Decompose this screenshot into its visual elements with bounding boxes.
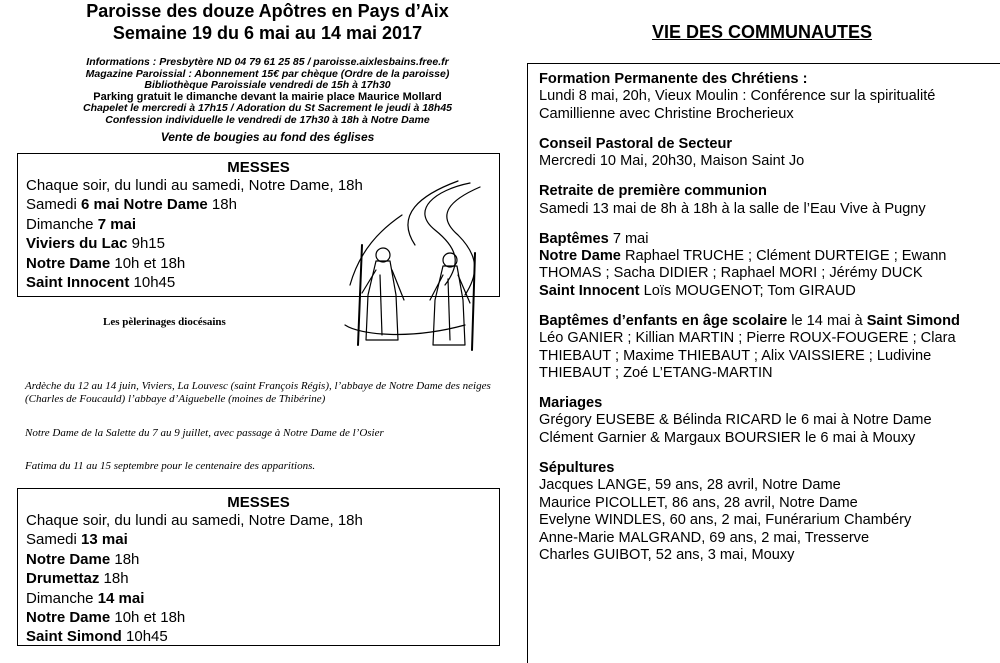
bold-segment: Saint Innocent: [539, 282, 640, 299]
bold-segment: Saint Simond: [866, 312, 960, 329]
text-segment: 9h15: [127, 235, 165, 253]
section-line: [539, 512, 994, 529]
bold-segment: Saint Simond: [26, 628, 122, 646]
text-segment: Léo GANIER ; Killian MARTIN ; Pierre ROUX-FOUGERE ; Clara: [539, 330, 956, 347]
section-line: [539, 365, 994, 382]
section-line: [539, 477, 994, 494]
info-parking: Parking gratuit le dimanche devant la mairie place Maurice Mollard: [93, 90, 442, 103]
text-segment: Charles GUIBOT, 52 ans, 3 mai, Mouxy: [539, 546, 795, 563]
section-line: [539, 430, 994, 447]
section-line: [539, 530, 994, 547]
section-line: [539, 348, 994, 365]
bold-segment: Notre Dame: [539, 248, 621, 265]
text-segment: 10h et 18h: [110, 254, 186, 272]
section-heading: [539, 136, 994, 153]
text-segment: Raphael TRUCHE ; Clément DURTEIGE ; Ewann: [620, 248, 947, 265]
section-baptemes: [539, 231, 994, 301]
path-line: [408, 181, 458, 245]
section-line: [539, 330, 994, 347]
section-line: [539, 201, 994, 218]
section-baptemes-enfants: [539, 313, 994, 383]
section-line: [539, 283, 994, 300]
text-segment: THIEBAUT ; Zoé L’ETANG-MARTIN: [539, 365, 773, 382]
messes-box-week2: [17, 488, 500, 646]
robe-fold: [448, 279, 450, 340]
section-conseil: [539, 136, 994, 171]
section-line: [539, 547, 994, 564]
pelerinage-fatima: Fatima du 11 au 15 septembre pour le centenaire des apparitions.: [25, 460, 316, 472]
info-bibliotheque: Bibliothèque Paroissiale vendredi de 15h à 17h30: [144, 79, 391, 91]
text-segment: Chaque soir, du lundi au samedi, Notre Dame, 18h: [26, 177, 363, 194]
text-segment: Dimanche: [26, 589, 98, 607]
text-segment: Chaque soir, du lundi au samedi, Notre Dame, 18h: [26, 512, 363, 529]
pilgrim-head: [376, 248, 390, 262]
text-segment: Lundi 8 mai, 20h, Vieux Moulin : Conférence sur la spiritualité: [539, 88, 936, 105]
pelerinages-title: Les pèlerinages diocésains: [103, 316, 226, 328]
communautes-title: VIE DES COMMUNAUTES: [652, 22, 873, 42]
text-segment: Maurice PICOLLET, 86 ans, 28 avril, Notre Dame: [539, 494, 858, 511]
section-formation: [539, 71, 994, 123]
text-segment: 7 mai: [608, 230, 649, 247]
bold-segment: Mariages: [539, 395, 603, 412]
parish-title: Paroisse des douze Apôtres en Pays d’Aix: [86, 1, 449, 21]
section-line: [539, 265, 994, 282]
bold-segment: 13 mai: [81, 531, 128, 549]
messe-line: [18, 569, 499, 588]
messe-line: [18, 530, 499, 549]
section-heading: [539, 231, 994, 248]
messe-line: [18, 511, 499, 530]
text-segment: Camillienne avec Christine Brocherieux: [539, 105, 794, 122]
bold-segment: Drumettaz: [26, 570, 100, 588]
messe-line: [18, 608, 499, 627]
communautes-content: [539, 71, 994, 577]
pilgrim-arm: [430, 275, 443, 300]
text-segment: 10h et 18h: [110, 609, 186, 627]
section-retraite: [539, 183, 994, 218]
bold-segment: Conseil Pastoral de Secteur: [539, 135, 733, 152]
bold-segment: Sépultures: [539, 459, 615, 476]
text-segment: Mercredi 10 Mai, 20h30, Maison Saint Jo: [539, 153, 805, 170]
messes-title: MESSES: [227, 159, 290, 176]
text-segment: 10h45: [121, 628, 168, 646]
text-segment: Samedi 13 mai de 8h à 18h à la salle de l’Eau Vive à Pugny: [539, 200, 926, 217]
robe-fold: [380, 275, 382, 335]
text-segment: Anne-Marie MALGRAND, 69 ans, 2 mai, Tresserve: [539, 529, 870, 546]
text-segment: Samedi: [26, 531, 82, 549]
section-mariages: [539, 395, 994, 447]
text-segment: THIEBAUT ; Maxime THIEBAUT ; Alix VAISSIERE ; Ludivine: [539, 347, 932, 364]
bold-segment: Notre Dame: [26, 550, 111, 568]
text-segment: Grégory EUSEBE & Bélinda RICARD le 6 mai à Notre Dame: [539, 412, 932, 429]
bold-segment: Formation Permanente des Chrétiens :: [539, 71, 808, 87]
text-segment: Samedi: [26, 196, 82, 214]
section-heading: [539, 460, 994, 477]
bold-segment: 7 mai: [97, 215, 137, 233]
text-segment: 10h45: [129, 274, 176, 292]
bold-segment: Baptêmes: [539, 230, 609, 247]
text-segment: Jacques LANGE, 59 ans, 28 avril, Notre Dame: [539, 477, 841, 494]
info-presbytere: Informations : Presbytère ND 04 79 61 25 85 / paroisse.aixlesbains.free.fr: [86, 56, 449, 68]
pelerinage-salette: Notre Dame de la Salette du 7 au 9 juillet, avec passage à Notre Dame de l’Osier: [25, 427, 384, 439]
section-line: [539, 412, 994, 429]
text-segment: Loïs MOUGENOT; Tom GIRAUD: [639, 282, 856, 299]
messe-line: [18, 627, 499, 646]
info-chapelet: Chapelet le mercredi à 17h15 / Adoration du St Sacrement le jeudi à 18h45: [83, 102, 452, 114]
info-confession: Confession individuelle le vendredi de 17h30 à 18h à Notre Dame: [105, 113, 430, 126]
section-heading: [539, 183, 994, 200]
messes-lines: [18, 511, 499, 647]
section-line: [539, 248, 994, 265]
bold-segment: Retraite de première communion: [539, 183, 767, 200]
text-segment: Clément Garnier & Margaux BOURSIER le 6 mai à Mouxy: [539, 429, 916, 446]
text-segment: 18h: [207, 196, 237, 214]
text-segment: Dimanche: [26, 215, 98, 233]
section-heading: [539, 71, 994, 88]
pilgrim-staff: [472, 253, 475, 350]
info-magazine: Magazine Paroissial : Abonnement 15€ par chèque (Ordre de la paroisse): [85, 67, 450, 80]
messe-line: [18, 589, 499, 608]
week-title: Semaine 19 du 6 mai au 14 mai 2017: [112, 23, 423, 43]
pelerinage-ardeche: Ardèche du 12 au 14 juin, Viviers, La Louvesc (saint François Régis), l’abbaye de Notre Dame des neiges (Charles de Foucauld) l’abbaye d’Aiguebelle (moines de Thibérine): [25, 380, 491, 405]
pilgrims-illustration: [340, 175, 490, 360]
section-line: [539, 153, 994, 170]
section-sepultures: [539, 460, 994, 564]
messe-line: [18, 550, 499, 569]
section-heading: [539, 313, 994, 330]
section-line: [539, 495, 994, 512]
info-block: [10, 57, 525, 126]
bold-segment: Viviers du Lac: [26, 235, 128, 253]
bougies-note: Vente de bougies au fond des églises: [160, 130, 375, 144]
bold-segment: Notre Dame: [26, 609, 111, 627]
ground-line: [345, 325, 465, 334]
path-line: [425, 183, 470, 285]
bold-segment: Baptêmes d’enfants en âge scolaire: [539, 312, 788, 329]
messes-title: MESSES: [227, 494, 290, 511]
bold-segment: Saint Innocent: [26, 274, 130, 292]
text-segment: THOMAS ; Sacha DIDIER ; Raphael MORI ; Jérémy DUCK: [539, 265, 923, 282]
text-segment: le 14 mai à: [787, 312, 867, 329]
bold-segment: Notre Dame: [26, 254, 111, 272]
text-segment: 18h: [99, 570, 129, 588]
section-line: [539, 88, 994, 105]
section-line: [539, 106, 994, 123]
bold-segment: 14 mai: [97, 589, 145, 607]
text-segment: Evelyne WINDLES, 60 ans, 2 mai, Funérarium Chambéry: [539, 512, 912, 529]
bold-segment: 6 mai Notre Dame: [81, 196, 208, 214]
section-heading: [539, 395, 994, 412]
text-segment: 18h: [110, 550, 140, 568]
